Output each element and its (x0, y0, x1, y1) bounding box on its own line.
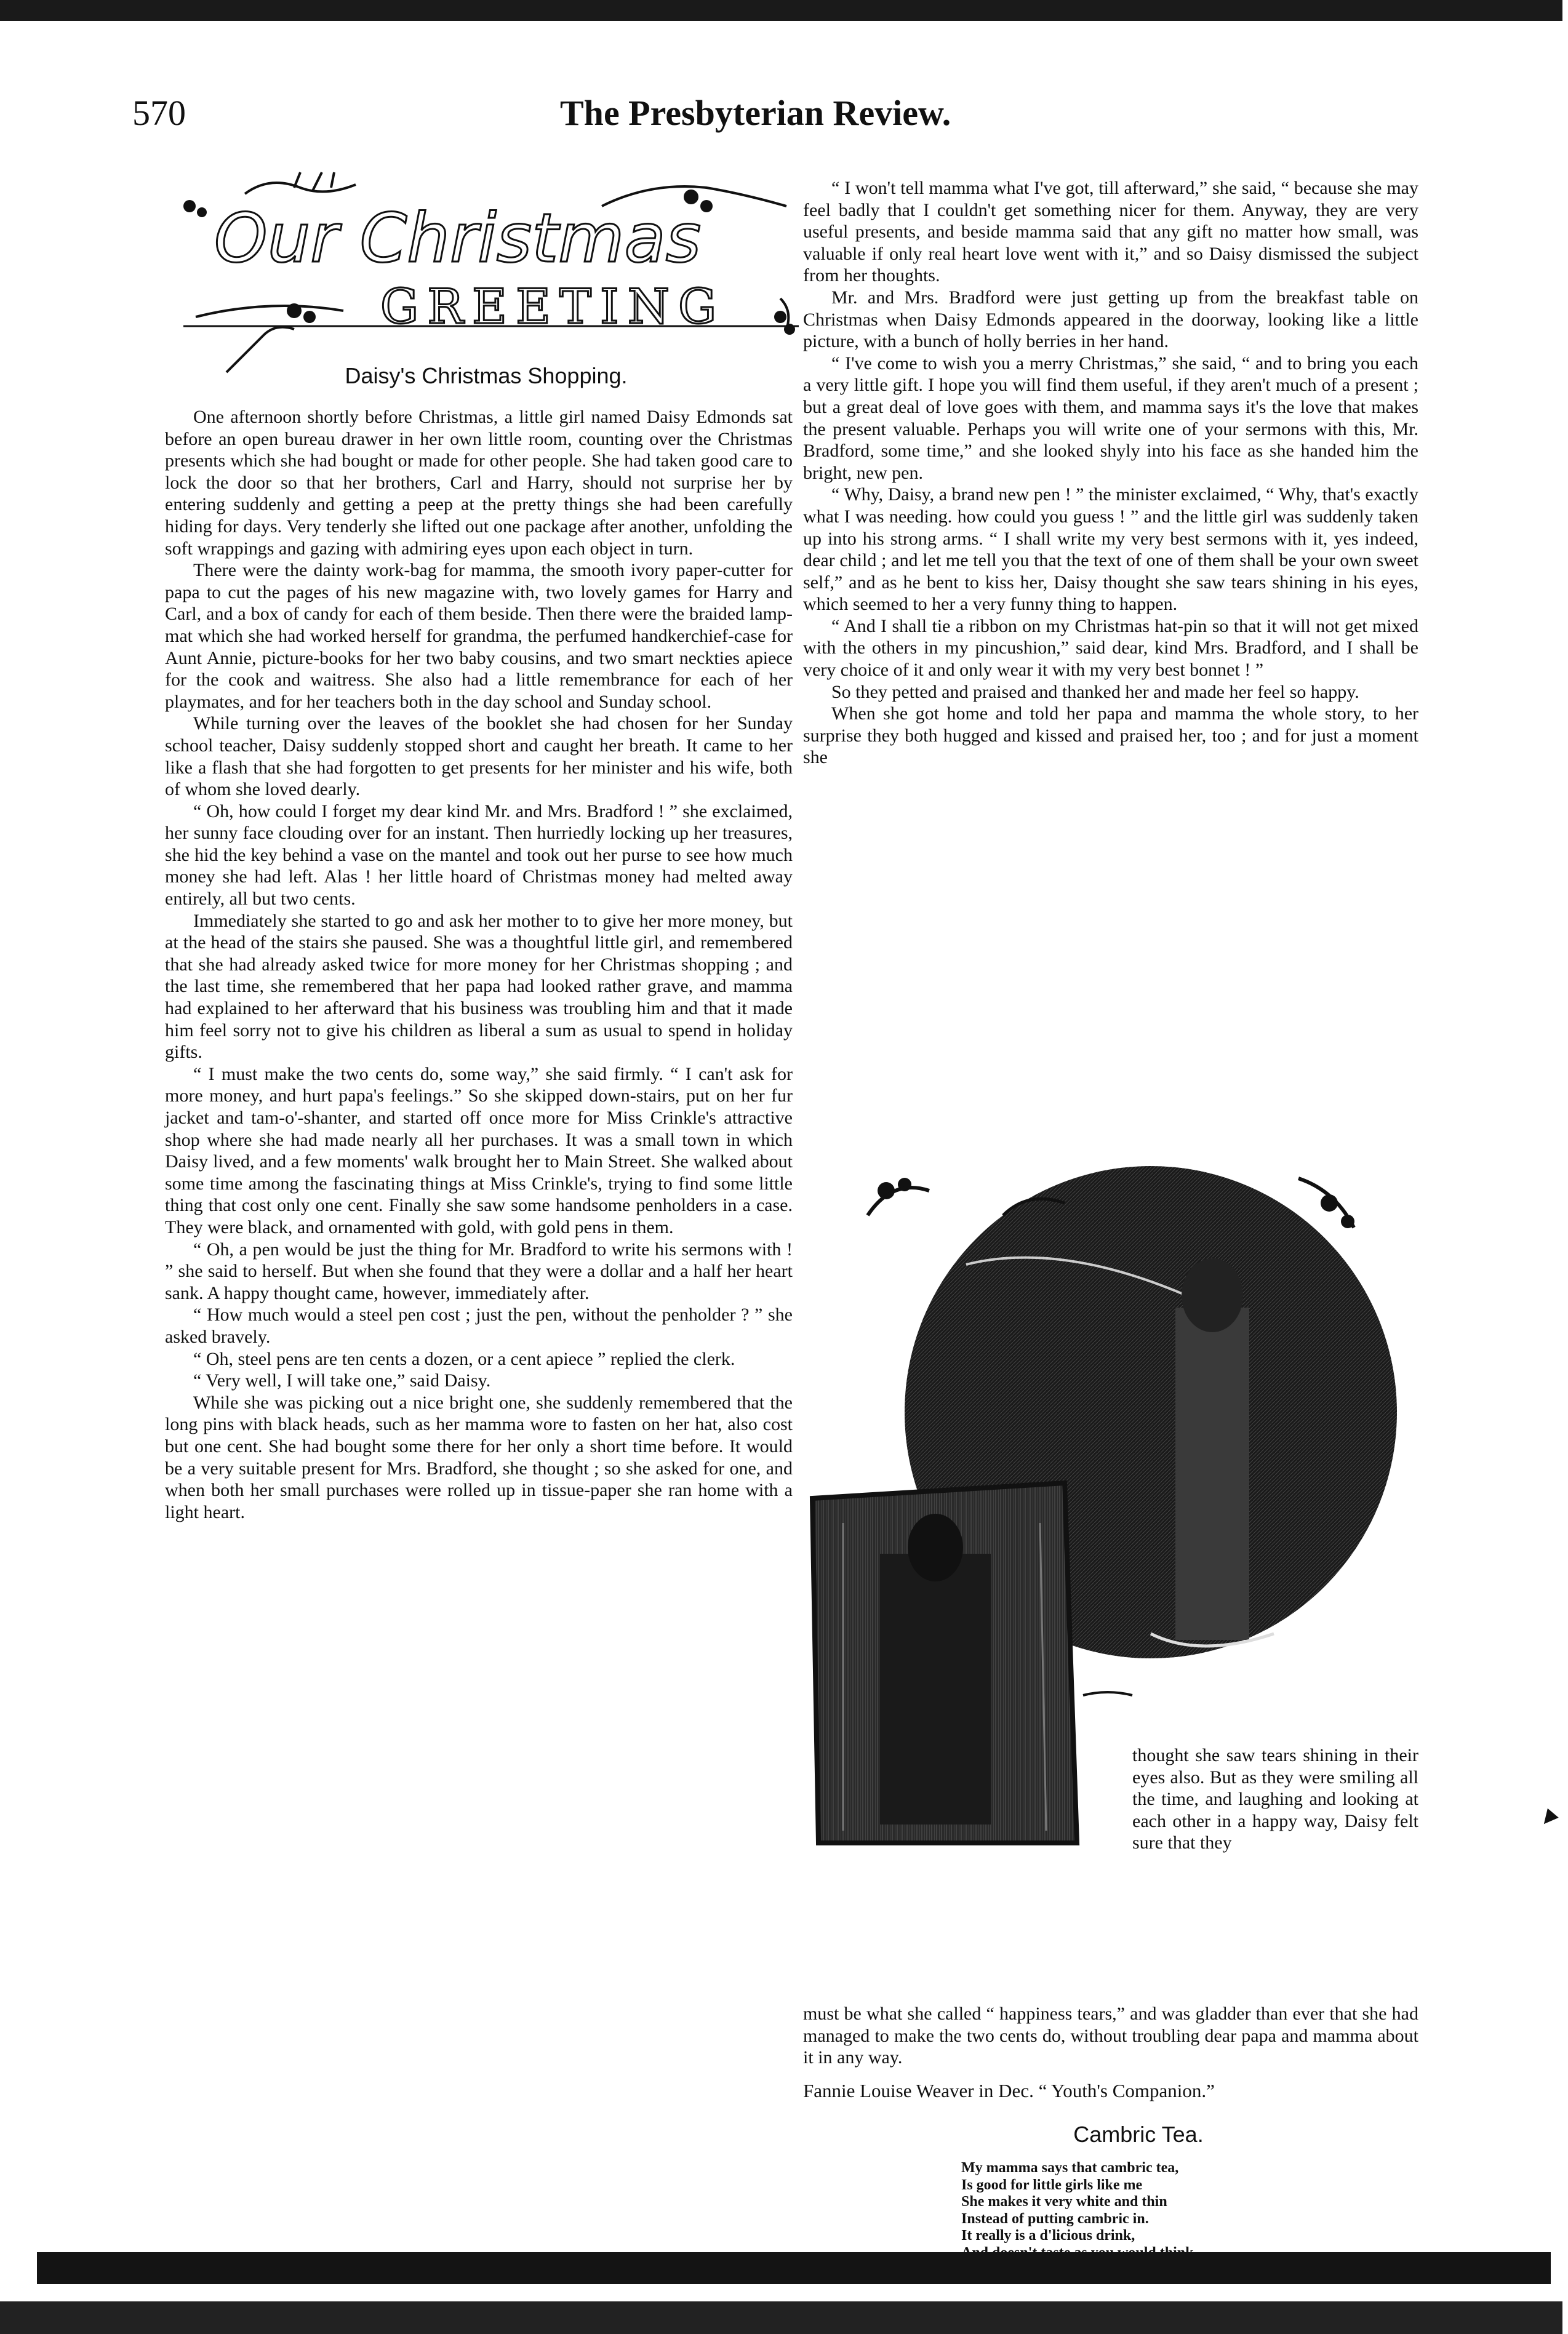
poem-line: It really is a d'licious drink, (961, 2228, 1135, 2244)
poem-line: Instead of putting cambric in. (961, 2210, 1149, 2227)
paragraph: must be what she called “ happiness tears,” and was gladder than ever that she had managed to make the two cents do, without troubling dear papa and mamma about it in any way. (803, 2004, 1418, 2068)
margin-mark-icon: ▼ (1531, 1799, 1568, 1836)
story-column-right (803, 177, 1418, 769)
paragraph: “ And I shall tie a ribbon on my Christmas hat-pin so that it will not get mixed with the others in my pincushion,” said dear, kind Mrs. Bradford, and I shall be very choice of it and only wear it with my very best bonnet ! ” (803, 615, 1418, 681)
bottom-scan-edge (0, 2301, 1562, 2334)
paragraph: “ I won't tell mamma what I've got, till afterward,” she said, “ because she may feel badly that I couldn't get something nicer for them. Anyway, they are very useful presents, and beside mamma said that any gift no matter how small, was valuable if only real heart love went with it,” and so Daisy dismissed the subject from her thoughts. (803, 178, 1418, 286)
paragraph: “ I must make the two cents do, some way,” she said firmly. “ I can't ask for more money, and hurt papa's feelings.” So she skipped down-stairs, put on her fur jacket and tam-o'-shanter, and started off once more for Miss Crinkle's attractive shop where she had made nearly all her purchases. It was a small town in which Daisy lived, and a few moments' walk brought her to Main Street. She walked about some time among the fascinating things at Miss Crinkle's, trying to find some little thing that cost only one cent. Finally she saw some handsome penholders in a case. They were black, and ornamented with gold, with gold pens in them. (165, 1063, 793, 1237)
story-column-left (165, 406, 793, 1523)
wrapped-text (1132, 1745, 1418, 1854)
paragraph: Mr. and Mrs. Bradford were just getting up from the breakfast table on Christmas when Daisy Edmonds appeared in the doorway, looking like a little picture, with a bunch of holly berries in her hand. (803, 287, 1418, 352)
paragraph: Immediately she started to go and ask her mother to to give her more money, but at the head of the stairs she paused. She was a thoughtful little girl, and remembered that she had already asked twice for more money for her Christmas shopping ; and the last time, she remembered that her papa had looked rather grave, and mamma had explained to her afterward that his business was troubling him and that it made him feel sorry not to give his children as liberal a sum as usual to spend in holiday gifts. (165, 910, 793, 1063)
christmas-illustration (806, 1154, 1409, 1846)
paragraph: “ Oh, steel pens are ten cents a dozen, or a cent apiece ” replied the clerk. (193, 1348, 735, 1369)
paragraph: “ How much would a steel pen cost ; just the pen, without the penholder ? ” she asked bravely. (165, 1305, 793, 1347)
bottom-border-bar (37, 2252, 1551, 2284)
story-title: Daisy's Christmas Shopping. (345, 363, 628, 388)
paragraph: There were the dainty work-bag for mamma, the smooth ivory paper-cutter for papa to cut the pages of his new magazine with, two lovely games for Harry and Carl, and a box of candy for each of them beside. Then there were the braided lamp-mat which she had worked herself for grandma, the perfumed handkerchief-case for Aunt Annie, picture-books for her two baby cousins, and two smart neckties apiece for the cook and waitress. She also had a little remembrance for each of her playmates, and for her teachers both in the day school and Sunday school. (165, 560, 793, 712)
christmas-greeting-banner (171, 169, 814, 378)
top-border-gap (0, 21, 1562, 25)
paragraph: So they petted and praised and thanked her and made her feel so happy. (831, 681, 1359, 702)
poem-line: She makes it very white and thin (961, 2194, 1167, 2210)
banner-line-1: Our Christmas (214, 199, 702, 278)
paragraph: While she was picking out a nice bright one, she suddenly remembered that the long pins with black heads, such as her mamma wore to fasten on her hat, also cost but one cent. She had bought some there for her only a short time before. It would be a very suitable present for Mrs. Bradford, she thought ; so she asked for one, and when both her small purchases were rolled up in tissue-paper she ran home with a light heart. (165, 1392, 793, 1522)
page-number: 570 (132, 93, 186, 133)
author-signature: Fannie Louise Weaver in Dec. “ Youth's Companion.” (803, 2080, 1215, 2101)
story-ending (803, 2003, 1418, 2069)
poem-body (961, 2160, 1392, 2261)
banner-line-2: GREETING (380, 279, 726, 335)
paragraph: One afternoon shortly before Christmas, a little girl named Daisy Edmonds sat before an open bureau drawer in her own little room, counting over the Christmas presents which she had bought or made for other people. She had taken good care to lock the door so that her brothers, Carl and Harry, should not surprise her by entering suddenly and getting a peep at the pretty things she had been carefully hiding for days. Very tenderly she lifted out one package after another, unfolding the soft wrappings and gazing with admiring eyes upon each object in turn. (165, 407, 793, 559)
poem-title: Cambric Tea. (1073, 2122, 1204, 2147)
wrapped-paragraph: thought she saw tears shining in their eyes also. But as they were smiling all the time, and laughing and looking at each other in a happy way, Daisy felt sure that they (1132, 1745, 1418, 1853)
paragraph: While turning over the leaves of the booklet she had chosen for her Sunday school teacher, Daisy suddenly stopped short and caught her breath. It came to her like a flash that she had forgotten to get presents for her minister and his wife, both of whom she loved dearly. (165, 713, 793, 800)
poem-line: Is good for little girls like me (961, 2176, 1143, 2193)
paragraph: “ Oh, how could I forget my dear kind Mr. and Mrs. Bradford ! ” she exclaimed, her sunny face clouding over for an instant. Then hurriedly locking up her treasures, she hid the key behind a vase on the mantel and took out her purse to see how much money she had left. Alas ! her little hoard of Christmas money had melted away entirely, all but two cents. (165, 801, 793, 909)
running-head: The Presbyterian Review. (560, 93, 951, 133)
poem-line: My mamma says that cambric tea, (961, 2160, 1179, 2176)
paragraph: “ Why, Daisy, a brand new pen ! ” the minister exclaimed, “ Why, that's exactly what I was needing. how could you guess ! ” and the little girl was suddenly taken up into his strong arms. “ I shall write my very best sermons with it, yes indeed, dear child ; and let me tell you that the text of one of them shall be your own sweet self,” and as he bent to kiss her, Daisy thought she saw tears shining in his eyes, which seemed to her a very funny thing to happen. (803, 484, 1418, 615)
paragraph: “ Very well, I will take one,” said Daisy. (193, 1370, 491, 1391)
paragraph: “ I've come to wish you a merry Christmas,” she said, “ and to bring you each a very little gift. I hope you will find them useful, if they aren't much of a present ; but a great deal of love goes with them, and mamma says it's the love that makes the present valuable. Perhaps you will write one of your sermons with this, Mr. Bradford, some time,” and she looked shyly into his face as she handed him the bright, new pen. (803, 353, 1418, 483)
top-border-bar (0, 0, 1562, 21)
paragraph: “ Oh, a pen would be just the thing for Mr. Bradford to write his sermons with ! ” she said to herself. But when she found that they were a dollar and a half her heart sank. A happy thought came, however, immediately after. (165, 1239, 793, 1303)
paragraph: When she got home and told her papa and mamma the whole story, to her surprise they both hugged and kissed and praised her, too ; and for just a moment she (803, 703, 1418, 768)
